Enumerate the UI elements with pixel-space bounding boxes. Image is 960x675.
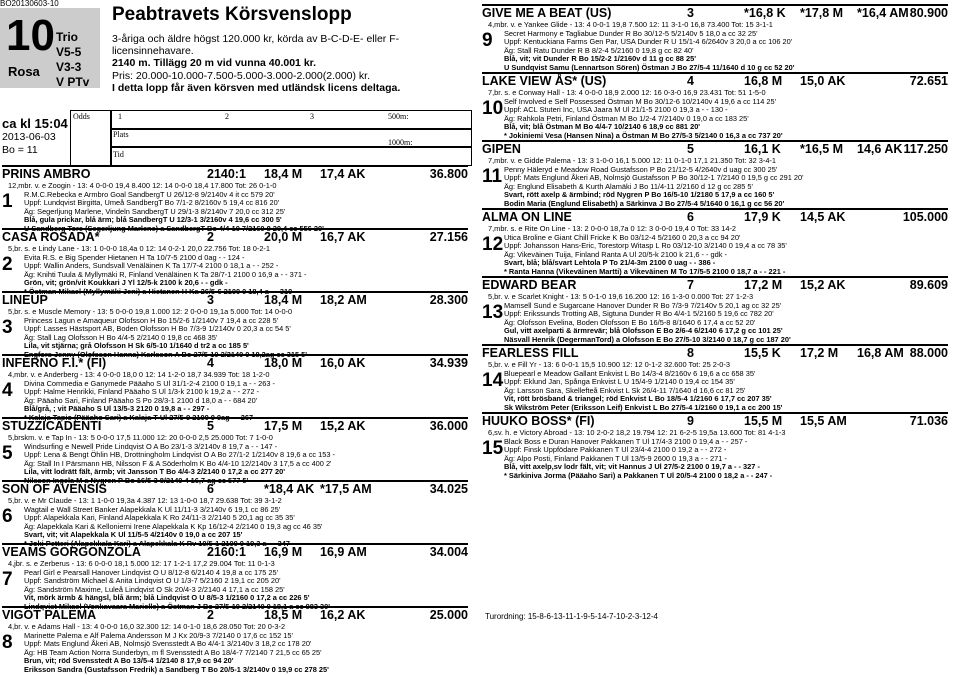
horse-detail-line: Pearl Girl e Pearsall Hanover Lindqvist O U 8/12-8 6/2140 4 19,8 a cc 175 25' bbox=[24, 567, 279, 577]
horse-number: 6 bbox=[2, 506, 13, 527]
horse-detail-line: Uppf: Lasses Hästsport AB, Boden Olofsson H Bo 7/3-9 1/2140v 0 20,3 a cc 54 5' bbox=[24, 324, 291, 334]
horse-name: SON OF AVENSIS bbox=[2, 482, 107, 496]
horse-detail-line: Äg: Knihti Tuula & Myllymäki R, Finland Venäläinen K Ta 28/7-1 2100 0 16,9 a - - 371 - bbox=[24, 269, 307, 279]
horse-detail-line: * Kalaja Tapio (Pääaho Sari) a Kalaja T Ul 27/5-9 2100 0 0ag - - 267 - bbox=[24, 413, 258, 422]
horse-number: 15 bbox=[482, 438, 504, 459]
horse-record-3: 16,2 AK bbox=[320, 608, 366, 622]
horse-detail-line: Blå, gula prickar, blå ärm; blå SandbergT U 12/3-1 3/2160v 4 19,6 cc 300 5' bbox=[24, 215, 282, 225]
horse-record-3: 15,2 AK bbox=[800, 278, 846, 292]
horse-number: 14 bbox=[482, 370, 504, 391]
horse-detail-line: Marinette Palema e Alf Palema Andersson M J Kx 20/9-3 7/2140 0 17,6 cc 152 15' bbox=[24, 630, 293, 640]
horse-earnings: 34.004 bbox=[429, 545, 468, 559]
horse-earnings: 28.300 bbox=[429, 293, 468, 307]
horse-header bbox=[482, 276, 948, 292]
horse-record-3: 14,5 AK bbox=[800, 210, 846, 224]
horse-detail-line: Blå/grå, ; vit Pääaho S Ul 13/5-3 2120 0 19,8 a - - 297 - bbox=[24, 404, 210, 414]
program-color: Rosa bbox=[8, 64, 40, 79]
horse-detail-line: Näsvall Henrik (DegermanTord) a Olofsson E Bo 27/5-10 3/2140 0 18,7 g cc 187 20' bbox=[504, 335, 791, 344]
horse-detail-line: Lila, vitt lodrätt fält, ärmb; vit Jansson T Bo 4/4-3 2/2140 0 17,2 a cc 277 20' bbox=[24, 467, 285, 477]
horse-detail-line: 4,jbr. s. e Zerberus - 13: 6 0-0-0 18,1 5.000 12: 17 1-2-1 17,2 29.004 Tot: 11 0-1-3 bbox=[8, 559, 275, 568]
condition-line: 3-åriga och äldre högst 120.000 kr, körda av B-C-D-E- eller F- licensinnehavare. bbox=[112, 33, 400, 58]
horse-detail-line: Brun, vit; röd Svensstedt A Bo 13/5-4 1/2140 8 17,9 cc 94 20' bbox=[24, 656, 234, 666]
horse-record-3: 17,4 AK bbox=[320, 167, 366, 181]
horse-detail-line: Lindqvist Mikael (Vonkavaara Marielle) a Östman J Bo 27/5-10 2/2140 0 18,1 a cc 983 30' bbox=[24, 602, 331, 611]
horse-record-2: 17,9 K bbox=[744, 210, 781, 224]
horse-detail-line: 7,br. s. e Conway Hall - 13: 4 0-0-0 18,9 2.000 12: 16 0-3-0 16,9 23.431 Tot: 51 1-5-0 bbox=[488, 88, 766, 97]
horse-record: 2 bbox=[207, 230, 214, 244]
bet-type-trio: Trio bbox=[56, 30, 79, 44]
horse-detail-line: Äg: Englund Elisabeth & Kurth Alamäki J Bo 11/4-11 2/2160 d 12 g cc 285 5' bbox=[504, 181, 753, 191]
horse-detail-line: 5,br. v. e Fill Yr - 13: 6 0-0-1 15,5 10.900 12: 12 0-1-2 32.600 Tot: 25 2-0-3 bbox=[488, 360, 730, 369]
horse-detail-line: Uppf: Alapekkala Kari, Finland Alapekkala K Ro 24/11-3 2/2140 5 20,1 ag cc 35 35' bbox=[24, 513, 295, 523]
horse-record-3: 15,5 AM bbox=[800, 414, 847, 428]
horse-detail-line: 5,br. v. e Mr Claude - 13: 1 1-0-0 19,3a 4.387 12: 13 1-0-0 18,7 29.638 Tot: 39 3-1-2 bbox=[8, 496, 282, 505]
horse-record: 2160:1 bbox=[207, 545, 246, 559]
horse-header bbox=[482, 4, 948, 20]
horse-earnings: 88.000 bbox=[909, 346, 948, 360]
horse-record-3: 18,2 AM bbox=[320, 293, 367, 307]
horse-record-4: *16,4 AM bbox=[857, 6, 909, 20]
horse-detail-line: Princess Lagun e Amaqueur Olofsson H Bo 15/2-6 1/2140v 7 19,4 a cc 228 5' bbox=[24, 315, 279, 325]
horse-detail-line: Lila, vit stjärna; grå Olofsson H Sk 6/5-10 1/1640 d tr2 a cc 185 5' bbox=[24, 341, 249, 351]
horse-detail-line: * Joki Petteri (Alapekkala Kari) a Alapekkala K Rv 10/5-1 2100 0 19,3 a - - 347 - bbox=[24, 539, 295, 548]
horse-name: LINEUP bbox=[2, 293, 48, 307]
horse-detail-line: Nilsson Ingela M a Nygren P Bo 16/5-3 8/2140 4 16,7 ag cc 577 5' bbox=[24, 476, 249, 485]
grid-divider bbox=[110, 146, 472, 148]
horse-header bbox=[482, 208, 948, 224]
horse-detail-line: 5,br. v. e Scarlet Knight - 13: 5 0-1-0 19,6 16.200 12: 16 1-3-0 0.000 Tot: 27 1-2-3 bbox=[488, 292, 754, 301]
horse-name: EDWARD BEAR bbox=[482, 278, 577, 292]
horse-record: 3 bbox=[207, 293, 214, 307]
horse-name: CASA ROSADA* bbox=[2, 230, 100, 244]
horse-record-3: 16,7 AK bbox=[320, 230, 366, 244]
horse-name: GIVE ME A BEAT (US) bbox=[482, 6, 612, 20]
horse-detail-line: Äg: Pääaho Sari, Finland Pääaho S Po 28/3-1 2100 d 18,0 a - - 684 20' bbox=[24, 395, 258, 405]
grid-plats-label: Plats bbox=[113, 130, 129, 139]
result-grid bbox=[70, 110, 470, 164]
horse-detail-line: Mamsell Sund e Sugarcane Hanover Dunder R Bo 7/3-9 7/2140v 5 20,1 ag cc 32 25' bbox=[504, 300, 782, 310]
horse-header bbox=[2, 291, 468, 307]
grid-main-cell bbox=[110, 110, 472, 166]
race-conditions bbox=[112, 33, 472, 94]
horse-number: 4 bbox=[2, 380, 13, 401]
horse-header bbox=[482, 72, 948, 88]
horse-record-4: 16,8 AM bbox=[857, 346, 904, 360]
horse-record: 6 bbox=[207, 482, 214, 496]
horse-detail-line: Bluepearl e Meadow Gallant Enkvist L Bo 14/3-4 8/2160v 6 19,6 a cc 658 35' bbox=[504, 368, 756, 378]
horse-record-2: 15,5 M bbox=[744, 414, 783, 428]
horse-detail-line: Vit, mörk ärmb & hängsl, blå ärm; blå Lindqvist O U 8/5-3 1/2160 0 17,2 a cc 226 5' bbox=[24, 593, 310, 603]
horse-number: 5 bbox=[2, 443, 13, 464]
horse-name: STUZZICADENTI bbox=[2, 419, 102, 433]
horse-detail-line: Äg: Rahkola Petri, Finland Östman M Bo 1/2-4 7/2140v 0 19,0 a cc 183 25' bbox=[504, 113, 749, 123]
horse-record-4: 14,6 AK bbox=[857, 142, 903, 156]
horse-detail-line: Svart, rött axelp & ärmbind; röd Nygren P Bo 16/5-10 1/2180 5 17,9 a cc 160 5' bbox=[504, 190, 775, 200]
horse-earnings: 34.939 bbox=[429, 356, 468, 370]
horse-record: 6 bbox=[687, 210, 694, 224]
horse-detail-line: Eriksson Sandra (Gustafsson Fredrik) a Sandberg T Bo 20/5-1 3/2140v 0 19,9 cc 278 25' bbox=[24, 665, 329, 674]
horse-detail-line: 7,mbr. v. e Gidde Palema - 13: 3 1-0-0 16,1 5.000 12: 11 0-1-0 17,1 21.350 Tot: 32 3-4-1 bbox=[488, 156, 777, 165]
grid-col-2: 2 bbox=[225, 112, 229, 121]
horse-detail-line: 4,mbr. v. e Anderberg - 13: 4 0-0-0 18,0 0 12: 14 1-2-0 18,7 34.939 Tot: 18 1-2-0 bbox=[8, 370, 270, 379]
condition-line: 2140 m. Tillägg 20 m vid vunna 40.001 kr. bbox=[112, 57, 317, 70]
horse-earnings: 72.651 bbox=[909, 74, 948, 88]
horse-record: 5 bbox=[207, 419, 214, 433]
horse-record-2: 15,5 K bbox=[744, 346, 781, 360]
horse-record-2: 16,9 M bbox=[264, 545, 303, 559]
horse-detail-line: 5,brskm. v. e Tap In - 13: 5 0-0-0 17,5 11.000 12: 20 0-0-0 2,5 25.000 Tot: 7 1-0-0 bbox=[8, 433, 273, 442]
horse-record-2: 17,2 M bbox=[744, 278, 783, 292]
horse-record-2: 20,0 M bbox=[264, 230, 303, 244]
horse-detail-line: Utica Broline e Giant Chill Fricke K Bo 03/12-4 5/2160 0 20,3 a cc 94 20' bbox=[504, 232, 741, 242]
horse-detail-line: U Sundqvist Samu (Lennartson Sören) Östman J Bo 27/5-4 11/1640 d 10 g cc 52 20' bbox=[504, 63, 795, 72]
horse-header bbox=[482, 412, 948, 428]
horse-detail-line: Gul, vitt axelparti & ärmrevär; blå Olofsson E Bo 2/6-4 6/2140 6 17,2 g cc 101 25' bbox=[504, 326, 783, 336]
horse-number: 10 bbox=[482, 98, 504, 119]
horse-earnings: 117.250 bbox=[903, 142, 948, 156]
horse-header bbox=[482, 140, 948, 156]
horse-number: 11 bbox=[482, 166, 503, 187]
horse-detail-line: Evita R.S. e Big Spender Hietanen H Ta 10/7-5 2100 d 0ag - - 124 - bbox=[24, 252, 245, 262]
horse-detail-line: 5,br. s. e Lindy Lane - 13: 1 0-0-0 18,4a 0 12: 14 0-2-1 20,0 22.756 Tot: 18 0-2-1 bbox=[8, 244, 271, 253]
horse-detail-line: Uppf: ACL Stuteri Inc, USA Jaara M Ul 21/1-5 2100 0 19,3 a - - 130 - bbox=[504, 105, 728, 115]
horse-record-2: 16,1 K bbox=[744, 142, 781, 156]
condition-line: Pris: 20.000-10.000-7.500-5.000-3.000-2.000(2.000) kr. bbox=[112, 69, 371, 82]
horse-detail-line: Windsurfing e Newell Pride Lindqvist O A Bo 23/1-3 3/2140v 8 19,7 a - - 147 - bbox=[24, 441, 278, 451]
race-number-box bbox=[0, 8, 100, 88]
start-time: ca kl 15:04 bbox=[2, 116, 68, 131]
horse-number: 1 bbox=[2, 191, 13, 212]
race-date: 2013-06-03 bbox=[2, 131, 56, 143]
horse-detail-line: Uppf: Mats Englund Åkeri AB, Nolmsjö Gustafsson P Bo 30/12-1 7/2140 0 19,5 g cc 291 20' bbox=[504, 173, 804, 183]
horse-header bbox=[2, 606, 468, 622]
horse-detail-line: Uppf: Lundqvist Birgitta, Umeå SandbergT Bo 7/1-2 8/2160v 5 19,4 cc 816 20' bbox=[24, 198, 280, 208]
horse-detail-line: Äg: Larsson Sara, Skellefteå Enkvist L Sk 26/4-11 7/1640 d 16,6 cc 81 25' bbox=[504, 385, 746, 395]
horse-detail-line: Bodin Maria (Englund Elisabeth) a Särkinva J Bo 27/5-4 5/1640 0 16,1 g cc 56 20' bbox=[504, 199, 785, 208]
race-number: 10 bbox=[6, 11, 55, 60]
horse-record-2: 18,4 M bbox=[264, 167, 303, 181]
horse-name: INFERNO F.I.* (FI) bbox=[2, 356, 107, 370]
race-start-info bbox=[2, 116, 68, 157]
horse-detail-line: Uppf: Wallin Anders, Sundsvall Venäläinen K Ta 17/7-4 2100 0 18,1 a - - 252 - bbox=[24, 261, 279, 271]
bet-type-v5: V5-5 V3-3 bbox=[56, 45, 82, 74]
horse-earnings: 105.000 bbox=[902, 210, 948, 224]
horse-detail-line: Black Boss e Duran Hanover Pakkanen T Ul 17/4-3 2100 0 19,4 a - - 257 - bbox=[504, 436, 748, 446]
horse-detail-line: Blå, vit; blå Östman M Bo 4/4-7 10/2140 6 18,9 cc 881 20' bbox=[504, 122, 701, 132]
race-bo: Bo = 11 bbox=[2, 144, 38, 156]
horse-detail-line: 4,br. v. e Adams Hall - 13: 4 0-0-0 16,0 32.300 12: 14 0-1-0 18,6 28.050 Tot: 20 0-3-2 bbox=[8, 622, 286, 631]
horse-detail-line: 7,mbr. s. e Rite On Line - 13: 2 0-0-0 18,7a 0 12: 3 0-0-0 19,4 0 Tot: 33 14-2 bbox=[488, 224, 737, 233]
horse-name: VIGOT PALEMA bbox=[2, 608, 97, 622]
grid-col-3: 3 bbox=[310, 112, 314, 121]
horse-earnings: 89.609 bbox=[909, 278, 948, 292]
horse-record: 7 bbox=[687, 278, 694, 292]
horse-number: 8 bbox=[2, 632, 13, 653]
horse-detail-line: Äg: Stall In I Pärsmann HB, Nilsson F & A Söderholm K Bo 4/4-10 12/2140v 3 17,5 a cc 400 2' bbox=[24, 458, 332, 468]
horse-record: 4 bbox=[207, 356, 214, 370]
grid-divider bbox=[110, 128, 472, 130]
horse-detail-line: 6,sv. h. e Victory Abroad - 13: 10 2-0-2 18,2 19.794 12: 21 6-2-5 19,5a 13.600 Tot: 81 4-1-3 bbox=[488, 428, 786, 437]
horse-record: 4 bbox=[687, 74, 694, 88]
horse-number: 2 bbox=[2, 254, 13, 275]
horse-header bbox=[2, 480, 468, 496]
horse-detail-line: Engfors Jenny (Olofsson Hanna) Karlsson A Bo 27/5-10 2/2140 0 18,2ag cc 315 5' bbox=[24, 350, 307, 359]
horse-detail-line: Uppf: Finsk Uppfödare Pakkanen T Ul 23/4-4 2100 0 19,2 a - - 272 - bbox=[504, 445, 727, 455]
horse-detail-line: 4,mbr. v. e Yankee Glide - 13: 4 0-0-1 19,8 7.500 12: 11 3-1-0 16,8 73.400 Tot: 15 3-1-1 bbox=[488, 20, 773, 29]
horse-detail-line: * Jokiniemi Vesa (Hansen Nina) a Östman M Bo 27/5-3 5/2140 0 16,3 a cc 737 20' bbox=[504, 131, 783, 140]
horse-detail-line: Divina Commedia e Ganymede Pääaho S Ul 31/1-2-4 2100 0 19,1 a - - 263 - bbox=[24, 378, 276, 388]
horse-detail-line: Uppf: Erikssunds Trotting AB, Sigtuna Dunder R Bo 4/4-1 5/2160 5 19,6 cc 782 20' bbox=[504, 309, 774, 319]
horse-detail-line: Penny Häleryd e Meadow Road Gustafsson P Bo 21/12-5 4/2640v d uag cc 300 25' bbox=[504, 164, 778, 174]
horse-record-3: 15,0 AK bbox=[800, 74, 846, 88]
horse-detail-line: Secret Harmony e Tagliabue Dunder R Bo 30/12-5 5/2140v 5 18,0 a cc 32 25' bbox=[504, 28, 758, 38]
horse-detail-line: 5,br. s. e Muscle Memory - 13: 5 0-0-0 19,8 1.000 12: 2 0-0-0 19,1a 5.000 Tot: 14 0-0-0 bbox=[8, 307, 293, 316]
grid-500m: 500m: bbox=[388, 112, 409, 121]
grid-col-1: 1 bbox=[118, 112, 122, 121]
horse-name: FEARLESS FILL bbox=[482, 346, 579, 360]
horse-record-3: *16,5 M bbox=[800, 142, 844, 156]
horse-record-2: 18,5 M bbox=[264, 608, 303, 622]
horse-detail-line: Äg: Olofsson Evelina, Boden Olofsson E Bo 16/5-8 8/1640 6 17,4 a cc 52 20' bbox=[504, 317, 756, 327]
start-order: Turordning: 15-8-6-13-11-1-9-5-14-7-10-2-3-12-4 bbox=[485, 612, 658, 621]
grid-1000m: 1000m: bbox=[388, 138, 413, 147]
horse-number: 3 bbox=[2, 317, 13, 338]
horse-detail-line: Uppf: Lena & Bengt Öhlin HB, Drottningholm Lindqvist O A Bo 27/1-2 1/2140v 8 19,6 a cc 153 - bbox=[24, 450, 336, 460]
horse-earnings: 36.000 bbox=[429, 419, 468, 433]
horse-record: 2140:1 bbox=[207, 167, 246, 181]
horse-header bbox=[2, 354, 468, 370]
horse-detail-line: Äg: Stall Ratu Dunder R B 8/2-4 5/2160 0 19,8 g cc 82 40' bbox=[504, 45, 694, 55]
bet-types bbox=[56, 30, 100, 90]
horse-detail-line: Blå, vitt axelp,sv lodr fält, vit; vit Hannus J Ul 27/5-2 2100 0 19,7 a - - 327 - bbox=[504, 462, 760, 472]
horse-detail-line: Svart, vit; vit Alapekkala K Ul 11/5-5 4/2140v 0 19,0 a cc 207 15' bbox=[24, 530, 243, 540]
horse-detail-line: Self Involved e Self Possessed Östman M Bo 30/12-6 10/2140v 4 19,6 a cc 114 25' bbox=[504, 96, 777, 106]
horse-record-2: 17,5 M bbox=[264, 419, 303, 433]
horse-record-3: 16,0 AK bbox=[320, 356, 366, 370]
horse-detail-line: Äg: Vikeväinen Tuija, Finland Ranta A Ul 20/5-k 2100 k 21,6 - - gdk - bbox=[504, 249, 727, 259]
horse-detail-line: Uppf: Kentuckiana Farms Gen Par, USA Dunder R U 15/1-4 6/2640v 3 20,0 a cc 106 20' bbox=[504, 37, 793, 47]
horse-detail-line: Äg: Alpo Posti, Finland Pakkanen T Ul 13/5-9 2600 0 19,3 a - - 271 - bbox=[504, 453, 727, 463]
horse-number: 12 bbox=[482, 234, 504, 255]
horse-detail-line: U Sandberg Tore (Segerljung Marlene) a SandbergT Bo 4/4-10 7/2160 8 20,4 cc 556 20' bbox=[24, 224, 324, 233]
horse-header bbox=[2, 417, 468, 433]
horse-record: 9 bbox=[687, 414, 694, 428]
horse-earnings: 27.156 bbox=[429, 230, 468, 244]
bet-type-vptv: V PTv bbox=[56, 75, 90, 89]
horse-record-2: *16,8 K bbox=[744, 6, 786, 20]
horse-name: PRINS AMBRO bbox=[2, 167, 91, 181]
horse-record: 3 bbox=[687, 6, 694, 20]
horse-header bbox=[2, 165, 468, 181]
horse-detail-line: Wagtail e Wall Street Banker Alapekkala K Ul 11/11-3 3/2140v 6 19,1 cc 86 25' bbox=[24, 504, 281, 514]
horse-name: VEAMS GORGONZOLA bbox=[2, 545, 141, 559]
grid-tid-label: Tid bbox=[113, 150, 124, 159]
horse-detail-line: Uppf: Mats Englund Åkeri AB, Nolmsjö Svensstedt A Bo 4/4-1 3/2140v 3 18,2 cc 178 20' bbox=[24, 639, 312, 649]
horse-record-3: 16,9 AM bbox=[320, 545, 367, 559]
horse-detail-line: Uppf: Sandström Michael & Anita Lindqvist O U 1/3-7 5/2160 2 19,1 cc 205 20' bbox=[24, 576, 281, 586]
horse-record: 5 bbox=[687, 142, 694, 156]
horse-record-3: *17,5 AM bbox=[320, 482, 372, 496]
horse-detail-line: Äg: Segerljung Marlene, Vindeln SandbergT U 29/1-3 8/2140v 7 20,0 cc 312 25' bbox=[24, 206, 286, 216]
horse-detail-line: * Ranta Hanna (Vikeväinen Martti) a Vikeväinen M To 17/5-5 2100 0 18,7 a - - 221 - bbox=[504, 267, 786, 276]
document-code: BO20130603-10 bbox=[0, 0, 59, 8]
horse-earnings: 80.900 bbox=[909, 6, 948, 20]
grid-odds-label: Odds bbox=[73, 112, 90, 121]
horse-number: 13 bbox=[482, 302, 504, 323]
horse-detail-line: Äg: Stall Lag Olofsson H Bo 4/4-5 2/2140 0 19,8 cc 468 35' bbox=[24, 332, 218, 342]
condition-line: I detta lopp får även körsven med utländsk licens deltaga. bbox=[112, 81, 401, 94]
horse-header bbox=[2, 228, 468, 244]
horse-detail-line: * Östman Mikael (Myllymäki Jeni) a Hietanen H Ka 26/5-6 2100 0 18,4 a - - 310 - bbox=[24, 287, 297, 296]
horse-detail-line: * Särkiniva Jorma (Pääaho Sari) a Pakkanen T Ul 20/5-4 2100 0 18,2 a - - 247 - bbox=[504, 471, 773, 480]
horse-name: ALMA ON LINE bbox=[482, 210, 572, 224]
horse-record-3: 17,2 M bbox=[800, 346, 839, 360]
horse-detail-line: Uppf: Johansson Hans-Eric, Torestorp Witasp L Ro 03/12-10 3/2140 0 19,4 a cc 78 35' bbox=[504, 241, 787, 251]
horse-name: HUUKO BOSS* (FI) bbox=[482, 414, 595, 428]
horse-detail-line: Grön, vit; grön/vit Koukkari J Yl 12/5-k 2100 k 20,6 - - gdk - bbox=[24, 278, 228, 288]
race-title: Peabtravets Körsvenslopp bbox=[112, 4, 352, 25]
horse-record-2: 18,4 M bbox=[264, 293, 303, 307]
horse-number: 9 bbox=[482, 30, 493, 51]
horse-detail-line: Äg: Sandström Maxime, Luleå Lindqvist O Sk 20/4-3 2/2140 4 17,1 a cc 158 25' bbox=[24, 584, 285, 594]
horse-detail-line: Uppf: Eklund Jan, Spånga Enkvist L U 15/4-9 1/2140 0 19,4 cc 154 35' bbox=[504, 377, 735, 387]
horse-detail-line: Uppf: Halme Henrikki, Finland Pääaho S Ul 1/3-k 2100 k 19,2 a - - 272 - bbox=[24, 387, 259, 397]
horse-record: 8 bbox=[687, 346, 694, 360]
horse-detail-line: Blå, vit; vit Dunder R Bo 15/2-2 1/2160v d 11 g cc 88 25' bbox=[504, 54, 696, 64]
horse-record-3: 15,2 AK bbox=[320, 419, 366, 433]
horse-record: 2 bbox=[207, 608, 214, 622]
horse-detail-line: Äg: HB Team Action Norra Sunderbyn, m fl Svensstedt A Bo 18/4-7 7/2140 7 21,5 cc 65 25' bbox=[24, 647, 322, 657]
horse-earnings: 25.000 bbox=[429, 608, 468, 622]
horse-record-2: 18,0 M bbox=[264, 356, 303, 370]
horse-detail-line: 12,mbr. v. e Zoogin - 13: 4 0-0-0 19,4 8.400 12: 14 0-0-0 18,4 17.800 Tot: 26 0-1-0 bbox=[8, 181, 277, 190]
horse-header bbox=[482, 344, 948, 360]
horse-earnings: 34.025 bbox=[429, 482, 468, 496]
horse-record-2: *18,4 AK bbox=[264, 482, 315, 496]
horse-earnings: 71.036 bbox=[909, 414, 948, 428]
horse-detail-line: Sk Wikström Peter (Eriksson Leif) Enkvist L Bo 27/5-4 1/2160 0 19,1 a cc 200 15' bbox=[504, 403, 783, 412]
horse-record-3: *17,8 M bbox=[800, 6, 844, 20]
horse-header bbox=[2, 543, 468, 559]
horse-record-2: 16,8 M bbox=[744, 74, 783, 88]
horse-name: GIPEN bbox=[482, 142, 521, 156]
horse-detail-line: Svart, blå; blå/svart Lehtola P To 21/4-3m 2100 0 uag - - 386 - bbox=[504, 258, 716, 268]
horse-detail-line: Äg: Alapekkala Kari & Kellonierni Irene Alapekkala K Kp 16/12-4 2/2140 0 19,3 ag cc 46 35' bbox=[24, 521, 323, 531]
horse-number: 7 bbox=[2, 569, 13, 590]
horse-earnings: 36.800 bbox=[429, 167, 468, 181]
horse-name: LAKE VIEW ÅS* (US) bbox=[482, 74, 607, 88]
horse-detail-line: Vit, rött brösband & triangel; röd Enkvist L Bo 18/5-4 1/2160 6 17,7 cc 207 35' bbox=[504, 394, 772, 404]
horse-detail-line: R.M.C.Rebecka e Armbro Goal SandbergT U 26/12-8 9/2140v 4 it cc 579 20' bbox=[24, 189, 275, 199]
